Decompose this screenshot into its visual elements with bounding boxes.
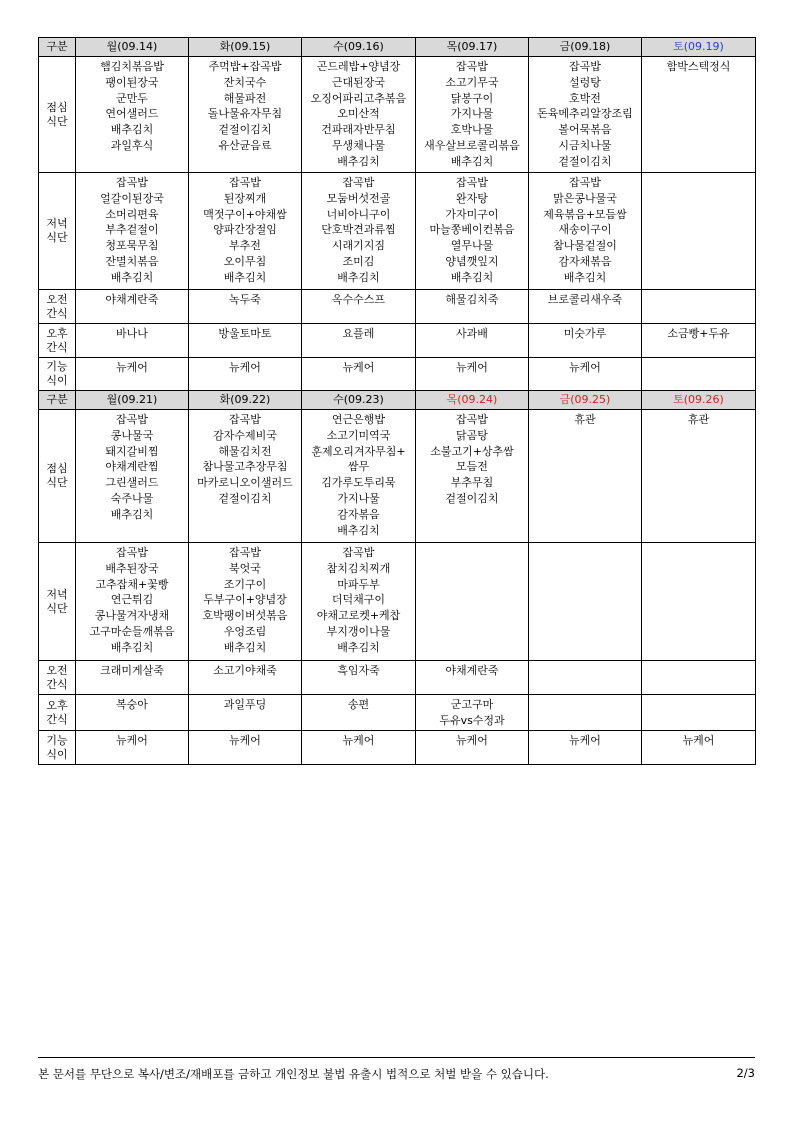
menu-item: 뉴케어 bbox=[569, 734, 601, 747]
menu-cell bbox=[642, 695, 756, 731]
menu-item: 복숭아 bbox=[116, 698, 148, 711]
menu-item: 조기구이 bbox=[223, 577, 267, 591]
page-number: 2/3 bbox=[736, 1066, 755, 1080]
menu-item: 햄김치볶음밥 bbox=[100, 60, 164, 73]
menu-item: 겉절이김치 bbox=[218, 123, 272, 137]
menu-item: 배추김치 bbox=[223, 270, 267, 284]
row-label: 오전 간식 bbox=[39, 290, 76, 324]
menu-item: 열무나물 bbox=[450, 239, 494, 253]
menu-item: 김가루도투리묵 bbox=[321, 476, 396, 490]
menu-item: 휴관 bbox=[574, 413, 596, 426]
menu-item: 무생채나물 bbox=[331, 138, 386, 152]
menu-item: 배추김치 bbox=[337, 640, 380, 654]
menu-item: 감자볶음 bbox=[337, 507, 380, 521]
menu-item: 근대된장국 bbox=[331, 75, 386, 89]
menu-cell bbox=[189, 324, 302, 358]
menu-item: 소고기야채죽 bbox=[213, 664, 277, 677]
menu-item: 미숫가루 bbox=[563, 327, 607, 340]
special-diet-row bbox=[39, 358, 756, 391]
menu-item: 흑임자죽 bbox=[337, 664, 380, 677]
menu-item: 훈제오리겨자무침+ bbox=[311, 444, 406, 458]
menu-cell bbox=[642, 410, 756, 543]
menu-item: 숙주나물 bbox=[110, 491, 154, 505]
menu-cell bbox=[189, 290, 302, 324]
menu-cell bbox=[76, 661, 189, 695]
menu-item: 군만두 bbox=[116, 91, 148, 105]
menu-item: 참나물겉절이 bbox=[553, 239, 617, 253]
week1-header-row bbox=[39, 38, 756, 57]
menu-item: 뉴케어 bbox=[342, 734, 375, 747]
menu-item: 과일푸딩 bbox=[223, 698, 267, 711]
menu-cell bbox=[189, 661, 302, 695]
menu-item: 해물김치죽 bbox=[445, 293, 499, 306]
menu-item: 배추김치 bbox=[110, 123, 154, 137]
menu-item: 야채계란죽 bbox=[105, 293, 159, 306]
menu-item: 잔치국수 bbox=[223, 75, 267, 89]
menu-item: 배추김치 bbox=[450, 154, 494, 168]
menu-item: 가자미구이 bbox=[445, 207, 499, 221]
menu-item: 마늘쫑베이컨볶음 bbox=[429, 223, 515, 237]
menu-cell bbox=[642, 57, 756, 173]
menu-cell bbox=[302, 173, 416, 290]
menu-cell bbox=[189, 543, 302, 661]
menu-item: 고추잡채+꽃빵 bbox=[95, 577, 169, 591]
menu-item: 배추된장국 bbox=[105, 561, 159, 575]
menu-item: 잡곡밥 bbox=[229, 176, 261, 189]
menu-item: 요플레 bbox=[342, 327, 375, 340]
menu-cell bbox=[76, 57, 189, 173]
menu-item: 맑은콩나물국 bbox=[553, 191, 617, 205]
row-label: 오후 간식 bbox=[39, 695, 76, 731]
menu-item: 완자탕 bbox=[456, 191, 488, 205]
menu-cell bbox=[642, 324, 756, 358]
special-diet-row bbox=[39, 731, 756, 765]
menu-item: 옥수수스프 bbox=[331, 293, 386, 306]
menu-cell bbox=[76, 173, 189, 290]
menu-item: 부추무침 bbox=[450, 476, 494, 490]
menu-item: 배추김치 bbox=[223, 640, 267, 654]
menu-item: 휴관 bbox=[687, 413, 710, 426]
menu-item: 감자수제비국 bbox=[213, 428, 277, 442]
menu-item: 양파간장절임 bbox=[213, 223, 277, 237]
menu-cell bbox=[529, 358, 642, 391]
menu-cell bbox=[642, 290, 756, 324]
menu-cell bbox=[76, 324, 189, 358]
menu-item: 소불고기+상추쌈 bbox=[430, 444, 514, 458]
lunch-row bbox=[39, 57, 756, 173]
menu-item: 고구마순들깨볶음 bbox=[89, 624, 175, 638]
menu-item: 해물파전 bbox=[223, 91, 267, 105]
menu-cell bbox=[416, 173, 529, 290]
menu-cell bbox=[302, 410, 416, 543]
menu-cell bbox=[76, 410, 189, 543]
menu-cell bbox=[76, 695, 189, 731]
menu-cell bbox=[416, 358, 529, 391]
row-label: 점심 식단 bbox=[39, 57, 76, 173]
menu-item: 얼갈이된장국 bbox=[100, 191, 164, 205]
menu-item: 북엇국 bbox=[229, 561, 261, 575]
menu-item: 연근은행밥 bbox=[331, 413, 386, 426]
menu-cell bbox=[189, 695, 302, 731]
menu-item: 그린샐러드 bbox=[105, 476, 159, 490]
menu-item: 가지나물 bbox=[337, 491, 380, 505]
menu-item: 잡곡밥 bbox=[116, 413, 148, 426]
dinner-row bbox=[39, 543, 756, 661]
menu-item: 배추김치 bbox=[110, 270, 154, 284]
menu-item: 맥젓구이+야채쌈 bbox=[203, 207, 287, 221]
menu-item: 뉴케어 bbox=[569, 361, 601, 374]
menu-cell bbox=[416, 661, 529, 695]
menu-item: 잡곡밥 bbox=[116, 546, 148, 559]
menu-cell bbox=[302, 695, 416, 731]
menu-item: 곤드레밥+양념장 bbox=[316, 60, 401, 73]
row-label: 오후 간식 bbox=[39, 324, 76, 358]
menu-item: 뉴케어 bbox=[116, 734, 148, 747]
menu-item: 양념깻잎지 bbox=[445, 254, 499, 268]
menu-cell bbox=[302, 731, 416, 765]
menu-cell bbox=[416, 543, 529, 661]
menu-item: 두유vs수정과 bbox=[439, 713, 505, 727]
menu-item: 너비아니구이 bbox=[326, 207, 391, 221]
menu-item: 배추김치 bbox=[563, 270, 607, 284]
menu-item: 겉절이김치 bbox=[218, 491, 272, 505]
menu-item: 소고기무국 bbox=[445, 75, 499, 89]
menu-item: 제육볶음+모듬쌈 bbox=[543, 207, 627, 221]
menu-item: 잡곡밥 bbox=[116, 176, 148, 189]
menu-item: 닭봉구이 bbox=[450, 91, 494, 105]
menu-item: 뉴케어 bbox=[229, 734, 261, 747]
menu-item: 야채계란죽 bbox=[445, 664, 499, 677]
row-label: 오전 간식 bbox=[39, 661, 76, 695]
menu-item: 소고기미역국 bbox=[326, 428, 391, 442]
menu-item: 잡곡밥 bbox=[456, 176, 488, 189]
menu-item: 잡곡밥 bbox=[456, 413, 488, 426]
menu-cell bbox=[416, 731, 529, 765]
menu-item: 쌈무 bbox=[347, 460, 370, 474]
day-header: 수(09.16) bbox=[302, 38, 416, 57]
menu-item: 연근튀김 bbox=[110, 593, 154, 607]
menu-item: 돌나물유자무침 bbox=[207, 107, 283, 121]
menu-cell bbox=[302, 324, 416, 358]
day-header: 수(09.23) bbox=[302, 391, 416, 410]
menu-cell bbox=[189, 57, 302, 173]
afternoon-snack-row bbox=[39, 324, 756, 358]
menu-item: 시래기지짐 bbox=[331, 239, 386, 253]
row-label: 기능 식이 bbox=[39, 731, 76, 765]
menu-item: 뉴케어 bbox=[456, 361, 488, 374]
menu-cell bbox=[642, 543, 756, 661]
menu-item: 호박나물 bbox=[450, 123, 494, 137]
menu-item: 연어샐러드 bbox=[105, 107, 159, 121]
menu-item: 배추김치 bbox=[450, 270, 494, 284]
menu-item: 오미산적 bbox=[337, 107, 380, 121]
menu-cell bbox=[416, 324, 529, 358]
day-header: 화(09.15) bbox=[189, 38, 302, 57]
menu-item: 배추김치 bbox=[110, 640, 154, 654]
menu-cell bbox=[76, 290, 189, 324]
menu-item: 송편 bbox=[347, 698, 370, 711]
menu-item: 방울토마토 bbox=[218, 327, 272, 340]
menu-item: 참치김치찌개 bbox=[326, 561, 391, 575]
menu-cell bbox=[416, 57, 529, 173]
menu-item: 새송이구이 bbox=[558, 223, 612, 237]
menu-cell bbox=[302, 661, 416, 695]
menu-item: 주먹밥+잡곡밥 bbox=[208, 60, 282, 73]
morning-snack-row bbox=[39, 661, 756, 695]
menu-item: 조미김 bbox=[342, 254, 375, 268]
menu-item: 우엉조림 bbox=[223, 624, 267, 638]
menu-cell bbox=[529, 695, 642, 731]
menu-item: 뉴케어 bbox=[116, 361, 148, 374]
menu-item: 호박팽이버섯볶음 bbox=[202, 609, 288, 623]
menu-item: 부지갱이나물 bbox=[326, 624, 391, 638]
menu-cell bbox=[642, 173, 756, 290]
menu-item: 돈육메추리알장조림 bbox=[537, 107, 633, 121]
morning-snack-row bbox=[39, 290, 756, 324]
menu-item: 더덕채구이 bbox=[331, 593, 386, 607]
menu-cell bbox=[642, 358, 756, 391]
menu-item: 모둠버섯전골 bbox=[326, 191, 391, 205]
menu-item: 잡곡밥 bbox=[569, 176, 601, 189]
menu-item: 군고구마 bbox=[450, 698, 494, 711]
menu-item: 배추김치 bbox=[110, 507, 154, 521]
menu-item: 마파두부 bbox=[337, 577, 380, 591]
menu-item: 겉절이김치 bbox=[445, 491, 499, 505]
menu-cell bbox=[302, 57, 416, 173]
header-label: 구분 bbox=[39, 391, 76, 410]
menu-item: 팽이된장국 bbox=[105, 75, 159, 89]
menu-item: 소머리편육 bbox=[105, 207, 159, 221]
menu-item: 닭곰탕 bbox=[456, 428, 488, 442]
menu-item: 단호박견과류찜 bbox=[321, 223, 396, 237]
menu-cell bbox=[642, 661, 756, 695]
menu-cell bbox=[76, 358, 189, 391]
week2-header-row bbox=[39, 391, 756, 410]
day-header: 목(09.24) bbox=[416, 391, 529, 410]
menu-item: 크래미게살죽 bbox=[100, 664, 164, 677]
menu-cell bbox=[529, 324, 642, 358]
menu-item: 콩나물국 bbox=[110, 428, 154, 442]
menu-cell bbox=[529, 410, 642, 543]
menu-item: 사과배 bbox=[456, 327, 488, 340]
menu-item: 뉴케어 bbox=[229, 361, 261, 374]
menu-cell bbox=[529, 731, 642, 765]
day-header: 월(09.14) bbox=[76, 38, 189, 57]
day-header: 토(09.19) bbox=[642, 38, 756, 57]
menu-item: 오이무침 bbox=[223, 254, 267, 268]
menu-cell bbox=[529, 543, 642, 661]
menu-item: 볼어묵볶음 bbox=[558, 123, 612, 137]
row-label: 점심 식단 bbox=[39, 410, 76, 543]
menu-item: 배추김치 bbox=[337, 154, 380, 168]
menu-item: 유산균음료 bbox=[218, 138, 272, 152]
menu-cell bbox=[189, 410, 302, 543]
day-header: 금(09.25) bbox=[529, 391, 642, 410]
menu-item: 부추전 bbox=[229, 239, 261, 253]
menu-cell bbox=[642, 731, 756, 765]
menu-item: 부추겉절이 bbox=[105, 223, 159, 237]
menu-cell bbox=[416, 290, 529, 324]
menu-item: 야채고로켓+케찹 bbox=[316, 609, 401, 623]
menu-cell bbox=[529, 290, 642, 324]
menu-item: 잡곡밥 bbox=[456, 60, 488, 73]
menu-item: 뉴케어 bbox=[456, 734, 488, 747]
day-header: 화(09.22) bbox=[189, 391, 302, 410]
copyright-notice: 본 문서를 무단으로 복사/변조/재배포를 금하고 개인정보 불법 유출시 법적으로 처벌 받을 수 있습니다. bbox=[38, 1067, 549, 1081]
header-label: 구분 bbox=[39, 38, 76, 57]
menu-item: 과일후식 bbox=[110, 138, 154, 152]
menu-item: 건파래자반무침 bbox=[321, 123, 396, 137]
menu-cell bbox=[189, 731, 302, 765]
menu-item: 참나물고추장무침 bbox=[202, 460, 288, 474]
afternoon-snack-row bbox=[39, 695, 756, 731]
menu-item: 가지나물 bbox=[450, 107, 494, 121]
menu-cell bbox=[529, 173, 642, 290]
menu-cell bbox=[302, 543, 416, 661]
day-header: 금(09.18) bbox=[529, 38, 642, 57]
menu-item: 된장찌개 bbox=[223, 191, 267, 205]
menu-item: 잡곡밥 bbox=[342, 176, 375, 189]
row-label: 저녁 식단 bbox=[39, 173, 76, 290]
menu-item: 두부구이+양념장 bbox=[203, 593, 287, 607]
meal-plan-table bbox=[38, 37, 756, 765]
menu-cell bbox=[529, 57, 642, 173]
menu-item: 호박전 bbox=[569, 91, 601, 105]
menu-item: 잡곡밥 bbox=[342, 546, 375, 559]
menu-item: 시금치나물 bbox=[558, 138, 612, 152]
menu-item: 뉴케어 bbox=[342, 361, 375, 374]
day-header: 목(09.17) bbox=[416, 38, 529, 57]
menu-item: 새우살브로콜리볶음 bbox=[424, 138, 520, 152]
menu-cell bbox=[302, 290, 416, 324]
day-header: 토(09.26) bbox=[642, 391, 756, 410]
menu-item: 배추김치 bbox=[337, 270, 380, 284]
menu-item: 콩나물겨자냉채 bbox=[94, 609, 170, 623]
menu-item: 잡곡밥 bbox=[229, 546, 261, 559]
menu-item: 오징어파리고추볶음 bbox=[310, 91, 407, 105]
menu-item: 겉절이김치 bbox=[558, 154, 612, 168]
lunch-row bbox=[39, 410, 756, 543]
row-label: 기능 식이 bbox=[39, 358, 76, 391]
menu-item: 감자채볶음 bbox=[558, 254, 612, 268]
menu-item: 잡곡밥 bbox=[229, 413, 261, 426]
menu-cell bbox=[416, 695, 529, 731]
dinner-row bbox=[39, 173, 756, 290]
menu-item: 브로콜리새우죽 bbox=[547, 293, 623, 306]
menu-item: 바나나 bbox=[116, 327, 148, 340]
menu-item: 돼지갈비찜 bbox=[105, 444, 159, 458]
day-header: 월(09.21) bbox=[76, 391, 189, 410]
menu-cell bbox=[76, 731, 189, 765]
menu-cell bbox=[189, 358, 302, 391]
menu-cell bbox=[302, 358, 416, 391]
menu-cell bbox=[529, 661, 642, 695]
menu-item: 마카로니오이샐러드 bbox=[197, 476, 293, 490]
menu-item: 소금빵+두유 bbox=[667, 327, 730, 340]
menu-item: 녹두죽 bbox=[229, 293, 261, 306]
menu-item: 청포묵무침 bbox=[105, 239, 159, 253]
menu-item: 잔멸치볶음 bbox=[105, 254, 159, 268]
menu-item: 배추김치 bbox=[337, 523, 380, 537]
menu-item: 모듬전 bbox=[456, 460, 488, 474]
footer-divider bbox=[38, 1057, 755, 1058]
menu-item: 잡곡밥 bbox=[569, 60, 601, 73]
menu-item: 야채계란찜 bbox=[105, 460, 159, 474]
menu-item: 뉴케어 bbox=[682, 734, 715, 747]
menu-cell bbox=[416, 410, 529, 543]
menu-item: 해물김치전 bbox=[218, 444, 272, 458]
menu-cell bbox=[189, 173, 302, 290]
row-label: 저녁 식단 bbox=[39, 543, 76, 661]
menu-item: 설렁탕 bbox=[569, 75, 601, 89]
menu-cell bbox=[76, 543, 189, 661]
menu-item: 함박스텍정식 bbox=[666, 60, 731, 73]
